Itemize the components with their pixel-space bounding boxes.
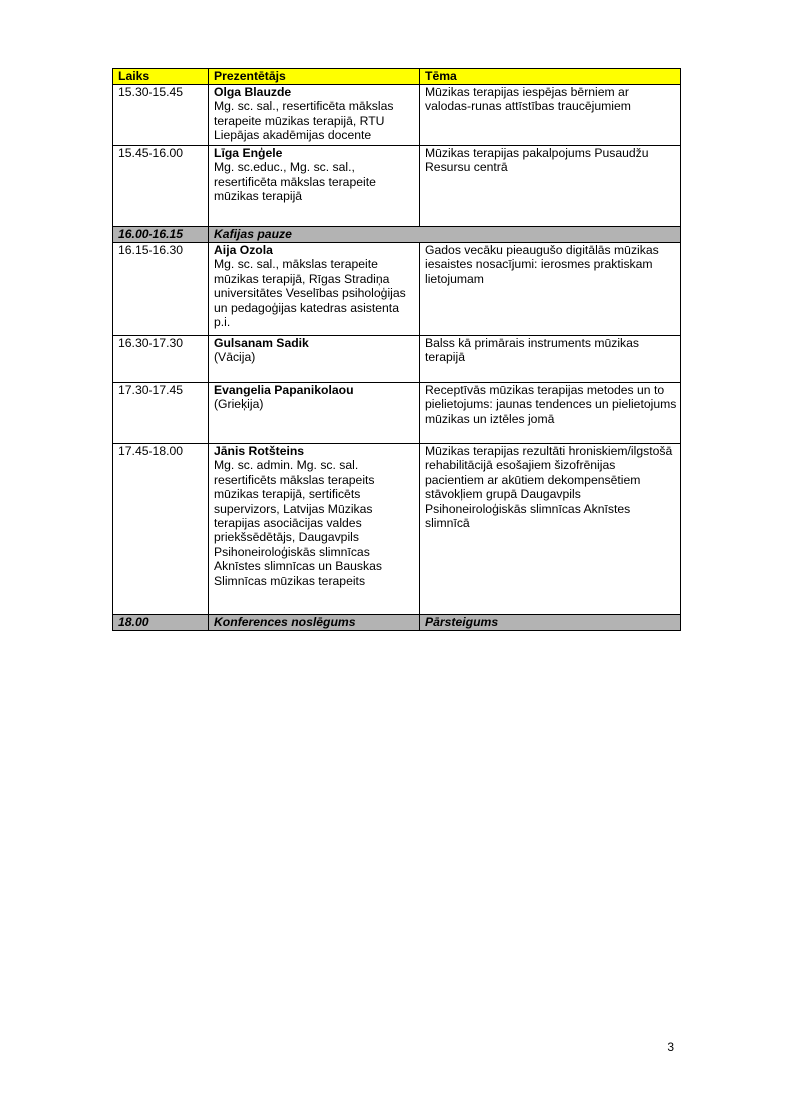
row-presenter: [209, 243, 420, 336]
table-row: [113, 146, 681, 227]
row-time: 15.30-15.45: [113, 85, 209, 146]
closing-row: [113, 615, 681, 631]
header-topic: Tēma: [420, 69, 681, 85]
row-topic: Gados vecāku pieaugušo digitālās mūzikas iesaistes nosacījumi: ierosmes praktiskam lietojumam: [420, 243, 681, 336]
presenter-name: Evangelia Papanikolaou: [214, 383, 354, 397]
table-row: [113, 336, 681, 383]
row-topic: Mūzikas terapijas pakalpojums Pusaudžu Resursu centrā: [420, 146, 681, 227]
row-topic: Receptīvās mūzikas terapijas metodes un to pielietojums: jaunas tendences un pielietojums mūzikas un iztēles jomā: [420, 383, 681, 444]
table-row: [113, 383, 681, 444]
table-row: [113, 444, 681, 615]
table-row: [113, 85, 681, 146]
row-time: 17.45-18.00: [113, 444, 209, 615]
closing-time: 18.00: [113, 615, 209, 631]
row-presenter: [209, 444, 420, 615]
table-header-row: [113, 69, 681, 85]
coffee-break-row: [113, 227, 681, 243]
row-time: 15.45-16.00: [113, 146, 209, 227]
closing-label: Konferences noslēgums: [209, 615, 420, 631]
page-number: 3: [667, 1040, 674, 1054]
break-time: 16.00-16.15: [113, 227, 209, 243]
presenter-details: (Grieķija): [214, 397, 264, 412]
row-presenter: [209, 336, 420, 383]
break-label: Kafijas pauze: [209, 227, 681, 243]
presenter-details: Mg. sc. admin. Mg. sc. sal. resertificēts mākslas terapeits mūzikas terapijā, sertificēts supervizors, Latvijas Mūzikas terapijas asociācijas valdes priekšsēdētājs, Daugavpils Psihoneiroloģiskās slimnīcas Aknīstes slimnīcas un Bauskas Slimnīcas mūzikas terapeits: [214, 458, 382, 588]
row-topic: Balss kā primārais instruments mūzikas terapijā: [420, 336, 681, 383]
presenter-details: Mg. sc. sal., mākslas terapeite mūzikas terapijā, Rīgas Stradiņa universitātes Veselības psiholoģijas un pedagoģijas katedras asistenta p.i.: [214, 257, 406, 330]
row-presenter: [209, 383, 420, 444]
row-topic: Mūzikas terapijas iespējas bērniem ar valodas-runas attīstības traucējumiem: [420, 85, 681, 146]
row-topic: Mūzikas terapijas rezultāti hroniskiem/ilgstošā rehabilitācijā esošajiem šizofrēnijas pacientiem ar akūtiem dekompensētiem stāvokļiem grupā Daugavpils Psihoneiroloģiskās slimnīcas Aknīstes slimnīcā: [420, 444, 681, 615]
presenter-name: Jānis Rotšteins: [214, 444, 305, 458]
row-presenter: [209, 85, 420, 146]
row-presenter: [209, 146, 420, 227]
schedule-table: [112, 68, 681, 631]
row-time: 16.15-16.30: [113, 243, 209, 336]
closing-topic: Pārsteigums: [420, 615, 681, 631]
presenter-details: Mg. sc.educ., Mg. sc. sal., resertificēta mākslas terapeite mūzikas terapijā: [214, 160, 376, 204]
presenter-name: Gulsanam Sadik: [214, 336, 309, 350]
table-row: [113, 243, 681, 336]
row-time: 17.30-17.45: [113, 383, 209, 444]
row-time: 16.30-17.30: [113, 336, 209, 383]
header-time: Laiks: [113, 69, 209, 85]
header-presenter: Prezentētājs: [209, 69, 420, 85]
presenter-details: Mg. sc. sal., resertificēta mākslas terapeite mūzikas terapijā, RTU Liepājas akadēmijas docente: [214, 99, 394, 143]
presenter-name: Līga Enģele: [214, 146, 283, 160]
presenter-details: (Vācija): [214, 350, 256, 365]
presenter-name: Aija Ozola: [214, 243, 273, 257]
presenter-name: Olga Blauzde: [214, 85, 292, 99]
